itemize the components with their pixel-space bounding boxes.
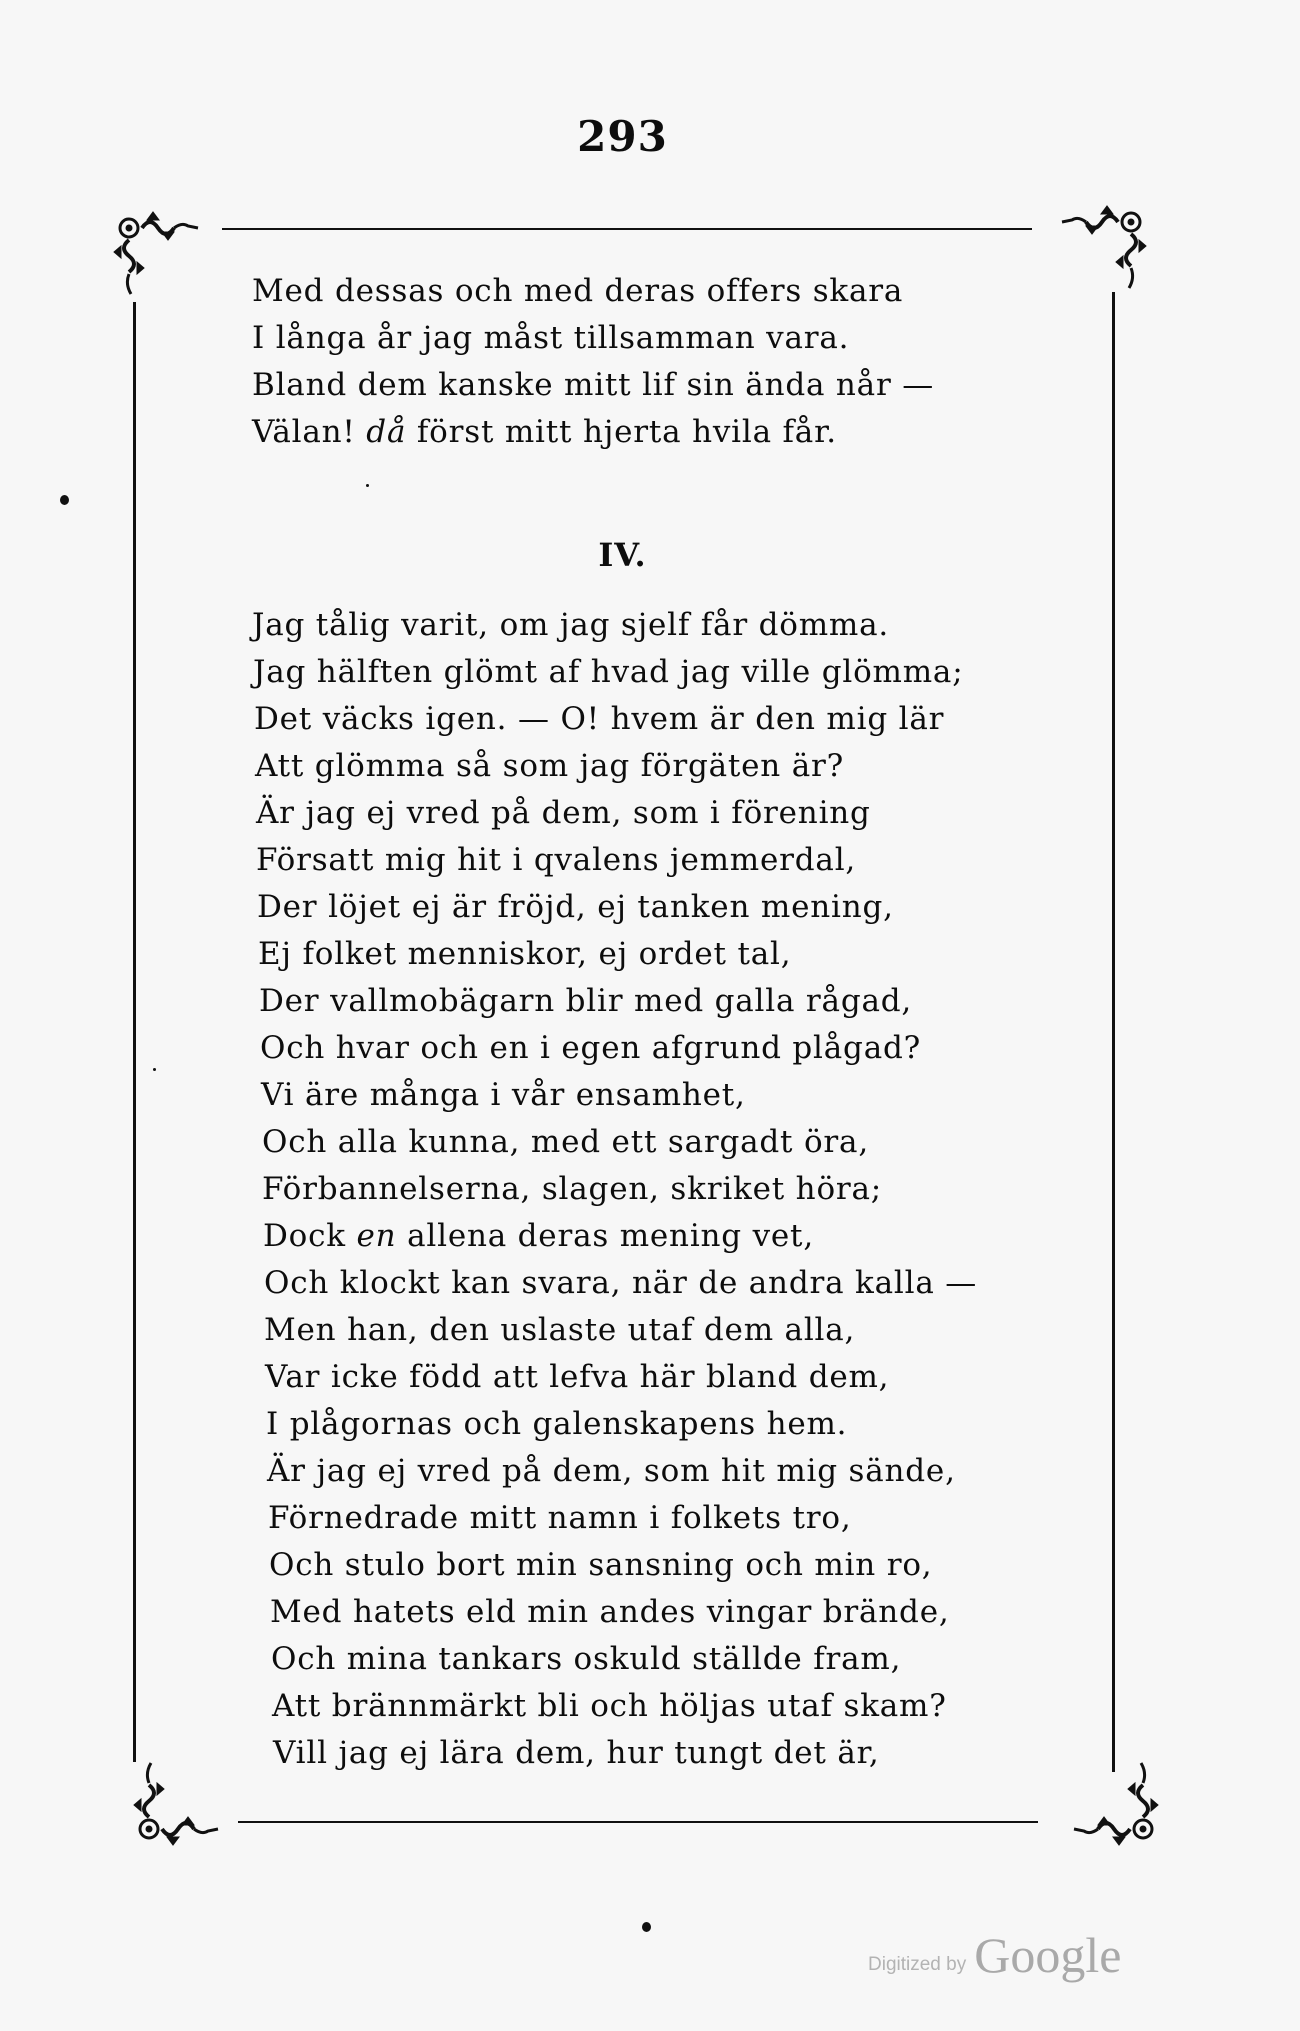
poem-line: Försatt mig hit i qvalens jemmerdal, [256, 842, 857, 878]
poem-line: Vi äre många i vår ensamhet, [261, 1077, 746, 1113]
poem-line: Men han, den uslaste utaf dem alla, [264, 1312, 856, 1348]
section-heading: IV. [598, 536, 647, 574]
poem-line: Var icke född att lefva här bland dem, [265, 1359, 890, 1395]
ink-speck [642, 1922, 651, 1932]
poem-line: Är jag ej vred på dem, som i förening [256, 795, 871, 831]
poem-line: Dock en allena deras mening vet, [263, 1218, 814, 1254]
watermark-brand: Google [974, 1927, 1122, 1983]
poem-line: Välan! då först mitt hjerta hvila får. [252, 414, 837, 450]
poem-line: Med hatets eld min andes vingar brände, [270, 1594, 950, 1630]
poem-line: Att glömma så som jag förgäten är? [255, 748, 845, 784]
ink-speck [366, 484, 369, 487]
poem-line: Förbannelserna, slagen, skriket höra; [262, 1171, 883, 1207]
poem-line: Är jag ej vred på dem, som hit mig sände, [267, 1453, 956, 1489]
poem-line: Det väcks igen. — O! hvem är den mig lär [254, 701, 945, 737]
poem-line: Att brännmärkt bli och höljas utaf skam? [272, 1688, 947, 1724]
digitized-watermark [868, 1927, 1122, 1983]
poem-line: Bland dem kanske mitt lif sin ända når — [252, 367, 935, 403]
poem-line: Jag hälften glömt af hvad jag ville glömma; [253, 654, 964, 690]
poem-line: I plågornas och galenskapens hem. [266, 1406, 848, 1442]
poem-line: Ej folket menniskor, ej ordet tal, [258, 936, 792, 972]
poem-line: Och alla kunna, med ett sargadt öra, [262, 1124, 869, 1160]
poem-line: Vill jag ej lära dem, hur tungt det är, [273, 1735, 880, 1771]
poem-line: Jag tålig varit, om jag sjelf får dömma. [252, 607, 890, 643]
poem-line: Och stulo bort min sansning och min ro, [269, 1547, 933, 1583]
poem-line: Der löjet ej är fröjd, ej tanken mening, [257, 889, 894, 925]
watermark-prefix: Digitized by [868, 1954, 967, 1975]
poem-line: Der vallmobägarn blir med galla rågad, [259, 983, 913, 1019]
poem-line: Och klockt kan svara, när de andra kalla — [264, 1265, 978, 1301]
ink-speck [153, 1068, 156, 1071]
poem-line: Förnedrade mitt namn i folkets tro, [268, 1500, 852, 1536]
poem-line: Och mina tankars oskuld ställde fram, [271, 1641, 902, 1677]
poem-line: I långa år jag måst tillsamman vara. [252, 320, 850, 356]
poem-line: Med dessas och med deras offers skara [252, 273, 904, 309]
page-number: 293 [577, 112, 668, 161]
poem-line: Och hvar och en i egen afgrund plågad? [260, 1030, 922, 1066]
ink-speck [60, 495, 69, 505]
